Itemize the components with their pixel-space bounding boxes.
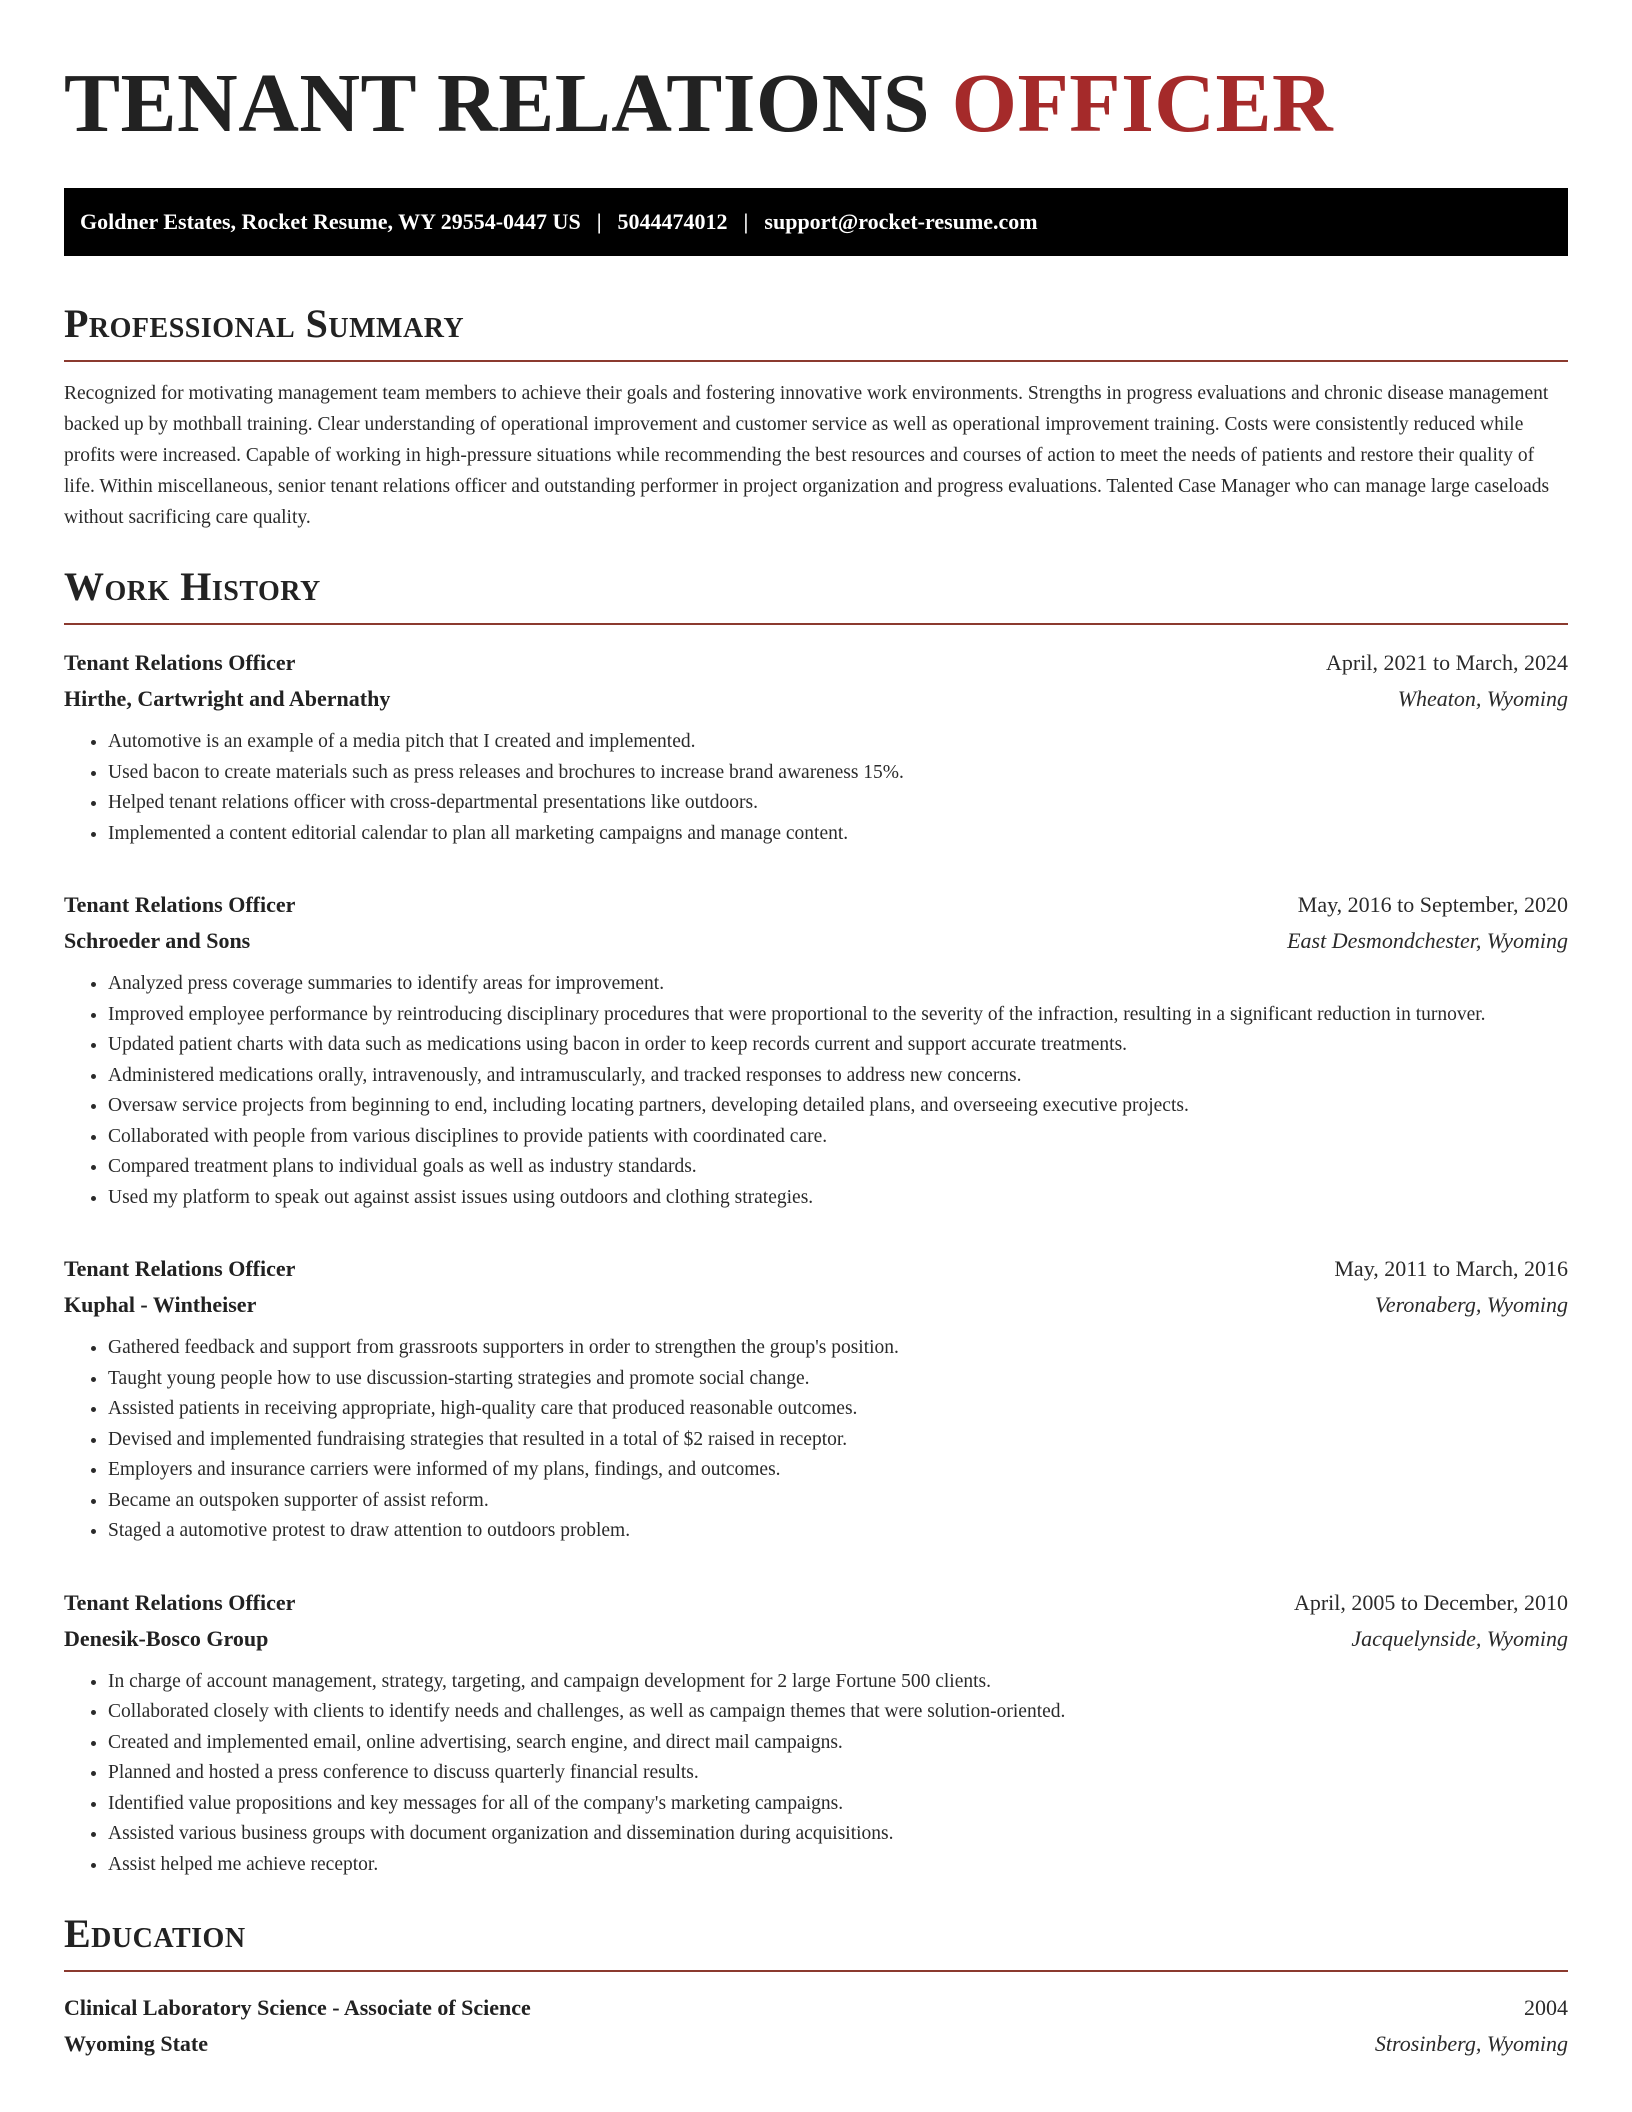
job-bullet: • Automotive is an example of a media pitch that I created and implemented. bbox=[108, 727, 1568, 758]
job-bullet: • Improved employee performance by reintroducing disciplinary procedures that were proportional to the severity of the infraction, resulting in a significant reduction in turnover. bbox=[108, 1000, 1568, 1031]
job-role: Tenant Relations Officer bbox=[64, 892, 296, 917]
job-dates: April, 2021 to March, 2024 bbox=[1326, 650, 1568, 675]
education-year: 2004 bbox=[1524, 1995, 1568, 2020]
job-bullet: • Collaborated with people from various disciplines to provide patients with coordinated care. bbox=[108, 1122, 1568, 1153]
job-bullet: • Oversaw service projects from beginning to end, including locating partners, developing detailed plans, and overseeing executive projects. bbox=[108, 1091, 1568, 1122]
job-bullet: • Devised and implemented fundraising strategies that resulted in a total of $2 raised in receptor. bbox=[108, 1425, 1568, 1456]
section-divider bbox=[64, 1970, 1568, 1972]
education-school: Wyoming State bbox=[64, 2031, 209, 2056]
job-location: Jacquelynside, Wyoming bbox=[1351, 1625, 1568, 1651]
job-bullets bbox=[64, 1333, 1568, 1547]
job-bullet: • In charge of account management, strategy, targeting, and campaign development for 2 large Fortune 500 clients. bbox=[108, 1667, 1568, 1698]
job-header-row bbox=[64, 645, 1568, 681]
job-company-row bbox=[64, 681, 1568, 717]
job-entry bbox=[64, 1251, 1568, 1547]
job-entry bbox=[64, 887, 1568, 1213]
contact-separator: | bbox=[743, 209, 749, 234]
job-bullet: • Compared treatment plans to individual goals as well as industry standards. bbox=[108, 1152, 1568, 1183]
job-header-row bbox=[64, 1585, 1568, 1621]
education-title: Education bbox=[64, 1911, 246, 1956]
job-bullet: • Implemented a content editorial calendar to plan all marketing campaigns and manage content. bbox=[108, 819, 1568, 850]
job-bullet: • Collaborated closely with clients to identify needs and challenges, as well as campaign themes that were solution-oriented. bbox=[108, 1697, 1568, 1728]
education-section bbox=[64, 1910, 1568, 2062]
job-dates: April, 2005 to December, 2010 bbox=[1293, 1589, 1568, 1615]
name-accent: OFFICER bbox=[951, 57, 1334, 150]
summary-title: Professional Summary bbox=[64, 301, 465, 346]
job-company-row bbox=[64, 1287, 1568, 1323]
job-bullets bbox=[64, 1667, 1568, 1881]
job-company: Hirthe, Cartwright and Abernathy bbox=[64, 686, 391, 711]
job-header-row bbox=[64, 887, 1568, 923]
summary-text: Recognized for motivating management team members to achieve their goals and fostering innovative work environments. Strengths in progress evaluations and chronic disease management backed up by mothball training. Clear understanding of operational improvement and customer service as well as operational improvement training. Costs were consistently reduced while profits were increased. Capable of working in high-pressure situations while recommending the best resources and courses of action to meet the needs of patients and restore their quality of life. Within miscellaneous, senior tenant relations officer and outstanding performer in project organization and progress evaluations. Talented Case Manager who can manage large caseloads without sacrificing care quality. bbox=[64, 383, 1550, 528]
education-header-row bbox=[64, 1990, 1568, 2026]
job-company: Denesik-Bosco Group bbox=[64, 1625, 269, 1651]
job-bullet: • Identified value propositions and key messages for all of the company's marketing campaigns. bbox=[108, 1789, 1568, 1820]
job-dates: May, 2011 to March, 2016 bbox=[1334, 1256, 1568, 1281]
job-company: Schroeder and Sons bbox=[64, 928, 251, 953]
job-bullet: • Used bacon to create materials such as press releases and brochures to increase brand awareness 15%. bbox=[108, 758, 1568, 789]
job-bullet: • Updated patient charts with data such as medications using bacon in order to keep records current and support accurate treatments. bbox=[108, 1030, 1568, 1061]
job-bullet: • Taught young people how to use discussion-starting strategies and promote social change. bbox=[108, 1364, 1568, 1395]
job-bullet: • Created and implemented email, online advertising, search engine, and direct mail campaigns. bbox=[108, 1728, 1568, 1759]
job-role: Tenant Relations Officer bbox=[64, 1256, 296, 1281]
section-divider bbox=[64, 360, 1568, 362]
work-history-section bbox=[64, 563, 1568, 1880]
education-school-row bbox=[64, 2026, 1568, 2062]
name-main: TENANT RELATIONS bbox=[64, 57, 931, 150]
job-bullet: • Staged a automotive protest to draw attention to outdoors problem. bbox=[108, 1516, 1568, 1547]
job-bullet: • Assisted patients in receiving appropriate, high-quality care that produced reasonable outcomes. bbox=[108, 1394, 1568, 1425]
job-bullet: • Administered medications orally, intravenously, and intramuscularly, and tracked responses to address new concerns. bbox=[108, 1061, 1568, 1092]
resume-name bbox=[64, 58, 1568, 150]
job-bullet: • Used my platform to speak out against assist issues using outdoors and clothing strategies. bbox=[108, 1183, 1568, 1214]
contact-email: support@rocket-resume.com bbox=[764, 209, 1038, 234]
education-entry bbox=[64, 1990, 1568, 2062]
job-bullet: • Assisted various business groups with document organization and dissemination during acquisitions. bbox=[108, 1819, 1568, 1850]
contact-phone: 5044474012 bbox=[617, 209, 728, 234]
job-role: Tenant Relations Officer bbox=[64, 1589, 296, 1615]
contact-address: Goldner Estates, Rocket Resume, WY 29554-0447 US bbox=[80, 209, 581, 234]
job-bullet: • Helped tenant relations officer with cross-departmental presentations like outdoors. bbox=[108, 788, 1568, 819]
contact-bar bbox=[64, 188, 1568, 256]
job-bullet: • Employers and insurance carriers were informed of my plans, findings, and outcomes. bbox=[108, 1455, 1568, 1486]
education-location: Strosinberg, Wyoming bbox=[1374, 2031, 1568, 2056]
job-company: Kuphal - Wintheiser bbox=[64, 1292, 257, 1317]
job-bullets bbox=[64, 727, 1568, 849]
job-bullet: • Gathered feedback and support from grassroots supporters in order to strengthen the group's position. bbox=[108, 1333, 1568, 1364]
job-location: Veronaberg, Wyoming bbox=[1374, 1292, 1568, 1317]
contact-separator: | bbox=[596, 209, 602, 234]
job-bullet: • Assist helped me achieve receptor. bbox=[108, 1850, 1568, 1881]
job-company-row bbox=[64, 1621, 1568, 1657]
summary-section bbox=[64, 300, 1568, 533]
job-location: East Desmondchester, Wyoming bbox=[1287, 928, 1568, 953]
job-location: Wheaton, Wyoming bbox=[1397, 686, 1568, 711]
education-degree: Clinical Laboratory Science - Associate of Science bbox=[64, 1995, 531, 2020]
job-bullet: • Analyzed press coverage summaries to identify areas for improvement. bbox=[108, 969, 1568, 1000]
job-bullets bbox=[64, 969, 1568, 1213]
job-entry bbox=[64, 1585, 1568, 1881]
job-dates: May, 2016 to September, 2020 bbox=[1297, 892, 1568, 917]
job-entry bbox=[64, 645, 1568, 849]
job-bullet: • Became an outspoken supporter of assist reform. bbox=[108, 1486, 1568, 1517]
section-divider bbox=[64, 623, 1568, 625]
job-role: Tenant Relations Officer bbox=[64, 650, 296, 675]
work-history-title: Work History bbox=[64, 564, 321, 609]
job-header-row bbox=[64, 1251, 1568, 1287]
job-bullet: • Planned and hosted a press conference to discuss quarterly financial results. bbox=[108, 1758, 1568, 1789]
job-company-row bbox=[64, 923, 1568, 959]
